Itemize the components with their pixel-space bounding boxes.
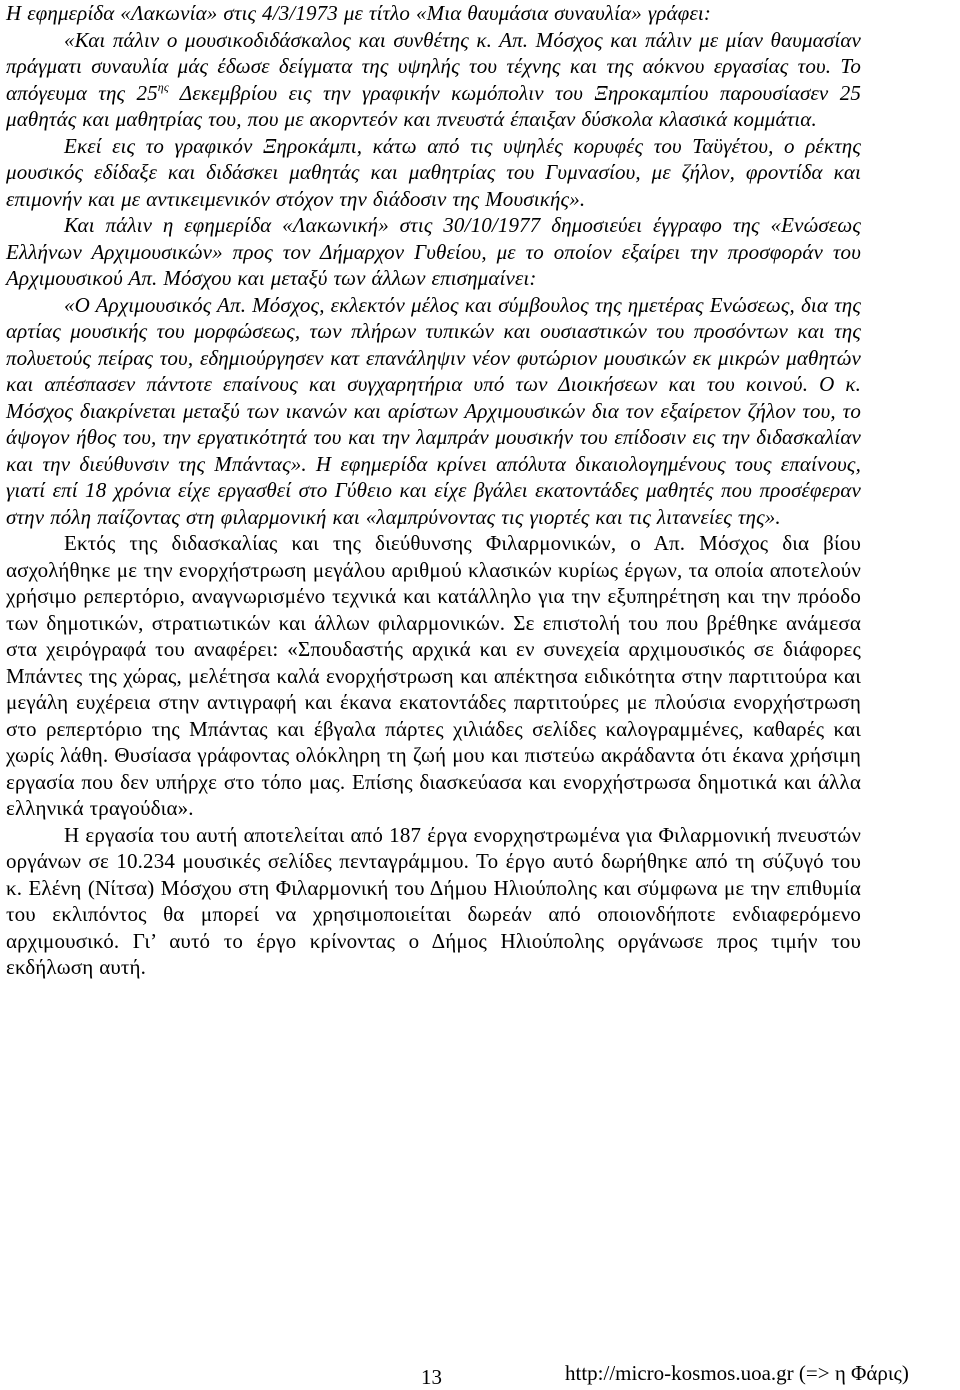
paragraph-legacy: Η εργασία του αυτή αποτελείται από 187 έργα ενορχηστρωμένα για Φιλαρμονική πνευστών οργάνων σε 10.234 μουσικές σελίδες πενταγράμμου. Το έργο αυτό δωρήθηκε από τη σύζυγό του κ. Ελένη (Νίτσα) Μόσχου στη Φιλαρμονική του Δήμου Ηλιούπολης και σύμφωνα με την επιθυμία του εκλιπόντος θα μπορεί να χρησιμοποιείται δωρεάν από οποιονδήποτε ενδιαφερόμενο αρχιμουσικό. Γι’ αυτό το έργο κρίνοντας ο Δήμος Ηλιούπολης οργάνωσε προς τιμήν του εκδήλωση αυτή. (6, 822, 861, 979)
paragraph-orchestration: Εκτός της διδασκαλίας και της διεύθυνσης Φιλαρμονικών, ο Απ. Μόσχος δια βίου ασχολήθηκε με την ενορχήστρωση μεγάλου αριθμού κλασικών κυρίως έργων, τα οποία αποτελούν χρήσιμο ρεπερτόριο, αναγνωρισμένο τεχνικά και κατάλληλο για την εξυπηρέτηση και την πρόοδο των δημοτικών, στρατιωτικών και άλλων φιλαρμονικών. Σε επιστολή του που βρέθηκε ανάμεσα στα χειρόγραφά του αναφέρει: «Σπουδαστής αρχικά και εν συνεχεία αρχιμουσικός σε διάφορες Μπάντες της χώρας, μελέτησα καλά ενορχήστρωση και απέκτησα ειδικότητα στην παρτιτούρα και μεγάλη ευχέρεια στην αντιγραφή και έκανα εκατοντάδες παρτιτούρες με πλούσια ενορχήστρωση στο ρεπερτόριο της Μπάντας και έβγαλα πάρτες χιλιάδες σελίδες καλογραμμένες, καθαρές και χωρίς λάθη. Θυσίασα γράφοντας ολόκληρη τη ζωή μου και πιστεύω ακράδαντα ότι έκανα χρήσιμη εργασία που δεν υπήρχε στο τόπο μας. Επίσης διασκεύασα και ενορχήστρωσα δημοτικά και άλλα ελληνικά τραγούδια». (6, 531, 861, 820)
paragraph-lakoniki-intro: Και πάλιν η εφημερίδα «Λακωνική» στις 30/10/1977 δημοσιεύει έγγραφο της «Ενώσεως Ελλήνων Αρχιμουσικών» προς τον Δήμαρχον Γυθείου, με το οποίον εξαίρει την προσφοράν του Αρχιμουσικού Απ. Μόσχου και μεταξύ των άλλων επισημαίνει: (6, 213, 861, 290)
paragraph-archimousikos: «Ο Αρχιμουσικός Απ. Μόσχος, εκλεκτόν μέλος και σύμβουλος της ημετέρας Ενώσεως, δια της αρτίας μουσικής του μορφώσεως, των πλήρων τυπικών και ουσιαστικών του προσόντων και της πολυετούς πείρας του, εδημιούργησεν κατ επανάληψιν νέον φυτώριον μουσικών εκ μικρών μαθητών και απέσπασεν πάντοτε επαίνους και συγχαρητήρια υπό των Διοικήσεων και του κοινού. Ο κ. Μόσχος διακρίνεται μεταξύ των ικανών και αρίστων Αρχιμουσικών δια τον εξαίρετον ζήλον του, το άψογον ήθος του, την εργατικότητά του και την λαμπράν μουσικήν του επίδοσιν εις την διδασκαλίαν και την διεύθυνσιν της Μπάντας». Η εφημερίδα κρίνει απόλυτα δικαιολογημένους τους επαίνους, γιατί επί 18 χρόνια είχε εργασθεί στο Γύθειο και είχε βγάλει εκατοντάδες μαθητές που προσέφεραν στην πόλη παίζοντας στη φιλαρμονική και «λαμπρύνοντας τις γιορτές και τις λιτανείες της». (6, 292, 861, 529)
paragraph-intro: Η εφημερίδα «Λακωνία» στις 4/3/1973 με τίτλο «Μια θαυμάσια συναυλία» γράφει: (6, 1, 711, 25)
page-footer (0, 1361, 960, 1387)
page-number: 13 (421, 1365, 442, 1389)
quote-text-part-2: Δεκεμβρίου εις την γραφικήν κωμόπολιν του Ξηροκαμπίου παρουσίασεν 25 μαθητάς και μαθητρίας του, που με ακορντεόν και πνευστά έπαιξαν δύσκολα κλασικά κομμάτια. (6, 80, 861, 131)
ordinal-superscript: ης (157, 79, 169, 94)
document-page (6, 0, 861, 981)
footer-url-link[interactable]: http://micro-kosmos.uoa.gr (=> η Φάρις) (565, 1361, 909, 1385)
paragraph-xirokampi: Εκεί εις το γραφικόν Ξηροκάμπι, κάτω από τις υψηλές κορυφές του Ταϋγέτου, ο ρέκτης μουσικός εδίδαξε και διδάσκει μαθητάς και μαθητρίας του Γυμνασίου, με ζήλον, φροντίδα και επιμονήν και με αντικειμενικόν στόχον την διάδοσιν της Μουσικής». (6, 133, 861, 211)
paragraph-lakonia-quote (6, 27, 861, 133)
quote-text-part-1: «Και πάλιν ο μουσικοδιδάσκαλος και συνθέτης κ. Απ. Μόσχος και πάλιν με μίαν θαυμασίαν πράγματι συναυλία μάς έδωσε δείγματα της υψηλής του τέχνης και της αόκνου εργασίας του. Το απόγευμα της 25 (6, 27, 861, 105)
